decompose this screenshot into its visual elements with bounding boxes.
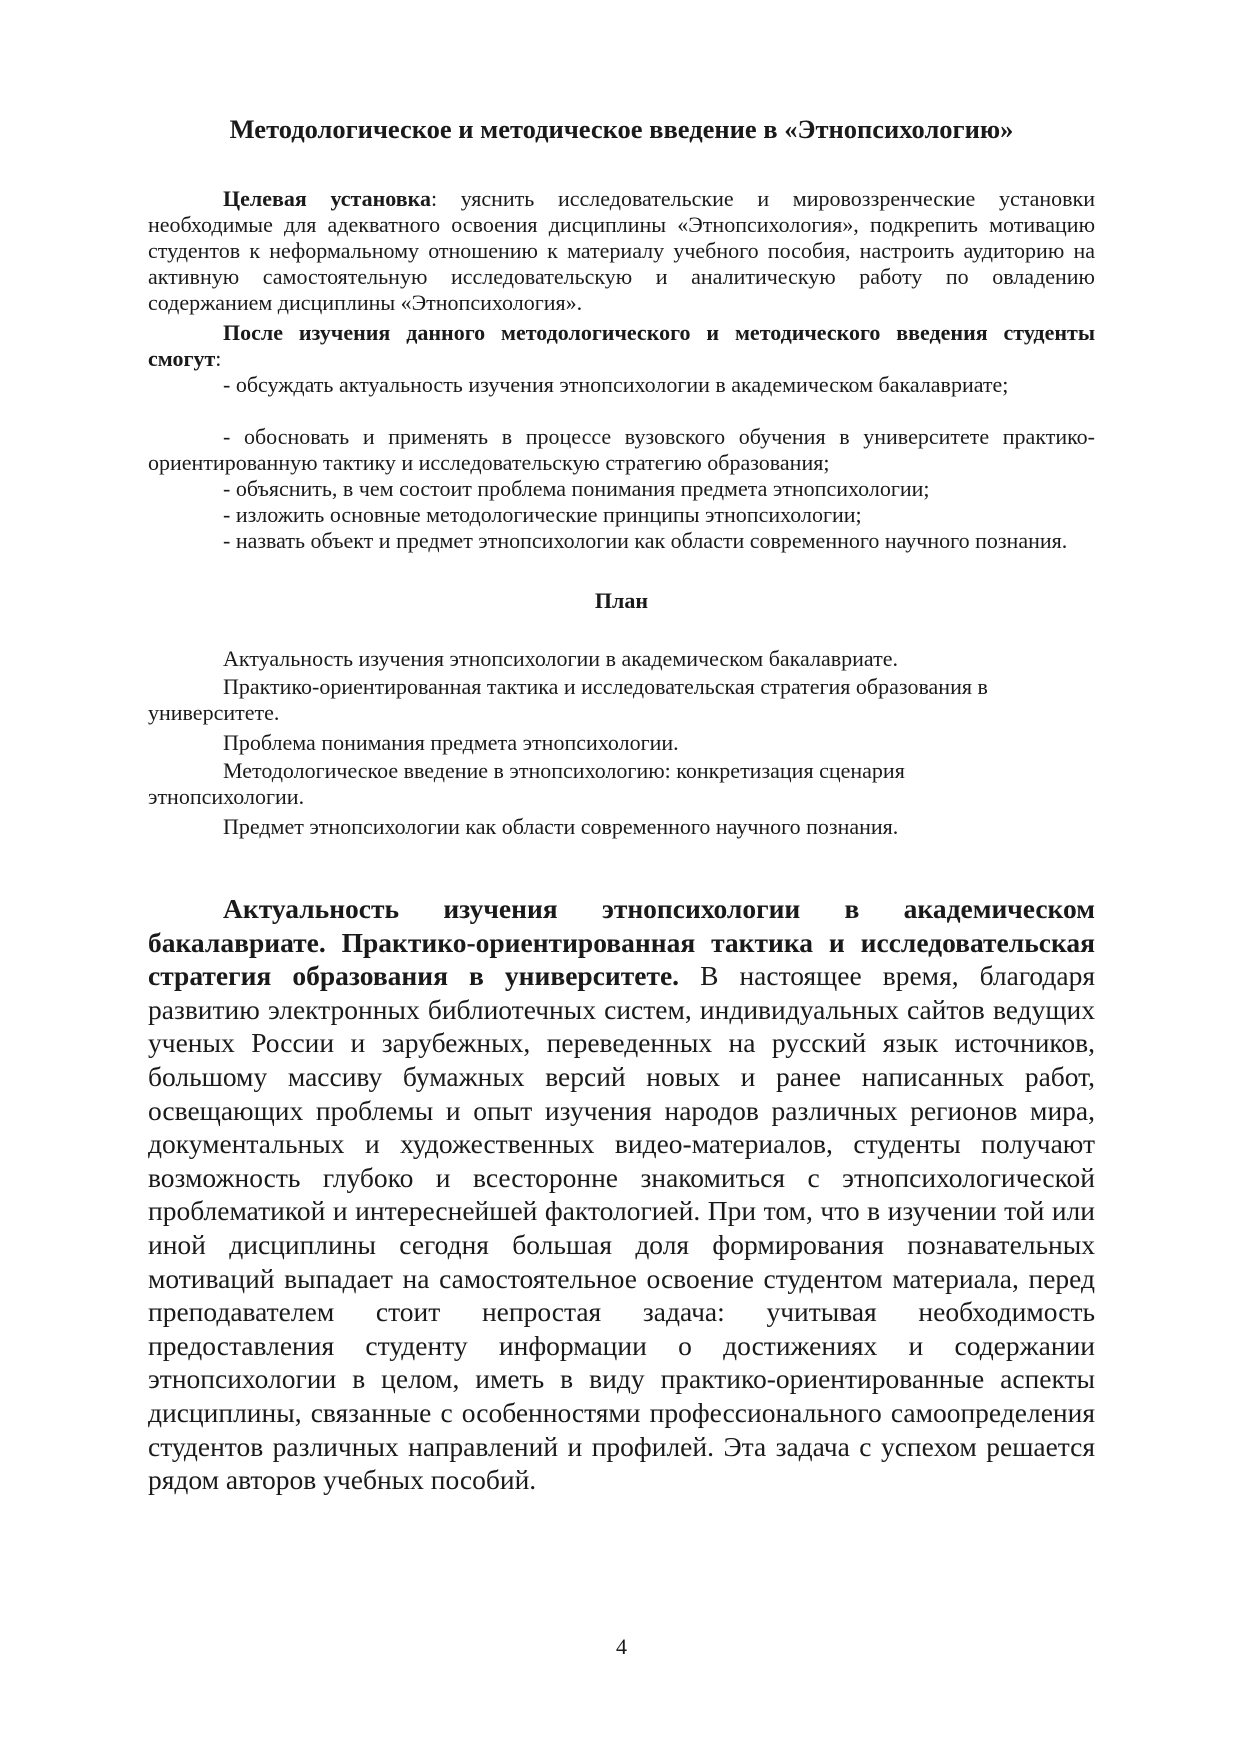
outcomes-heading: После изучения данного методологического и методического введения студенты смогут: xyxy=(148,320,1095,371)
outcome-item: - назвать объект и предмет этнопсихологии как области современного научного познания. xyxy=(223,528,1068,553)
section-paragraph xyxy=(148,892,1095,1497)
outcome-item: - объяснить, в чем состоит проблема понимания предмета этнопсихологии; xyxy=(223,476,930,501)
outcome-item: - изложить основные методологические принципы этнопсихологии; xyxy=(223,502,862,527)
goal-label: Целевая установка xyxy=(223,186,431,211)
plan-heading: План xyxy=(594,588,649,613)
page-title: Методологическое и методическое введение в «Этнопсихологию» xyxy=(229,114,1014,144)
plan-item: Практико-ориентированная тактика и исследовательская стратегия образования в университете. xyxy=(148,674,988,725)
outcomes-label: После изучения данного методологического и методического введения студенты смогут xyxy=(148,320,1095,371)
outcome-item: - обсуждать актуальность изучения этнопсихологии в академическом бакалавриате; xyxy=(223,372,1009,397)
plan-item: Проблема понимания предмета этнопсихологии. xyxy=(223,730,679,755)
goal-text: : уяснить исследовательские и мировоззренческие установки необходимые для адекватного освоения дисциплины «Этнопсихология», подкрепить мотивацию студентов к неформальному отношению к материалу учебного пособия, настроить аудиторию на активную самостоятельную исследовательскую и аналитическую работу по овладению содержанием дисциплины «Этнопсихология». xyxy=(148,186,1095,315)
page-number: 4 xyxy=(616,1634,627,1659)
outcome-item: - обосновать и применять в процессе вузовского обучения в университете практико-ориентированную тактику и исследовательскую стратегию образования; xyxy=(148,424,1095,475)
section-heading: Актуальность изучения этнопсихологии в академическом бакалавриате. Практико-ориентированная тактика и исследовательская стратегия образования в университете. xyxy=(148,893,1095,992)
plan-item: Методологическое введение в этнопсихологию: конкретизация сценария этнопсихологии. xyxy=(148,758,905,809)
plan-item: Актуальность изучения этнопсихологии в академическом бакалавриате. xyxy=(223,646,898,671)
goal-paragraph xyxy=(148,186,1095,316)
section-body: В настоящее время, благодаря развитию электронных библиотечных систем, индивидуальных сайтов ведущих ученых России и зарубежных, переведенных на русский язык источников, большому массиву бумажных версий новых и ранее написанных работ, освещающих проблемы и опыт изучения народов различных регионов мира, документальных и художественных видео-материалов, студенты получают возможность глубоко и всесторонне знакомиться с этнопсихологической проблематикой и интереснейшей фактологией. При том, что в изучении той или иной дисциплины сегодня большая доля формирования познавательных мотиваций выпадает на самостоятельное освоение студентом материала, перед преподавателем стоит непростая задача: учитывая необходимость предоставления студенту информации о достижениях и содержании этнопсихологии в целом, иметь в виду практико-ориентированные аспекты дисциплины, связанные с особенностями профессионального самоопределения студентов различных направлений и профилей. Эта задача с успехом решается рядом авторов учебных пособий. xyxy=(148,960,1095,1496)
plan-item: Предмет этнопсихологии как области современного научного познания. xyxy=(223,814,899,839)
